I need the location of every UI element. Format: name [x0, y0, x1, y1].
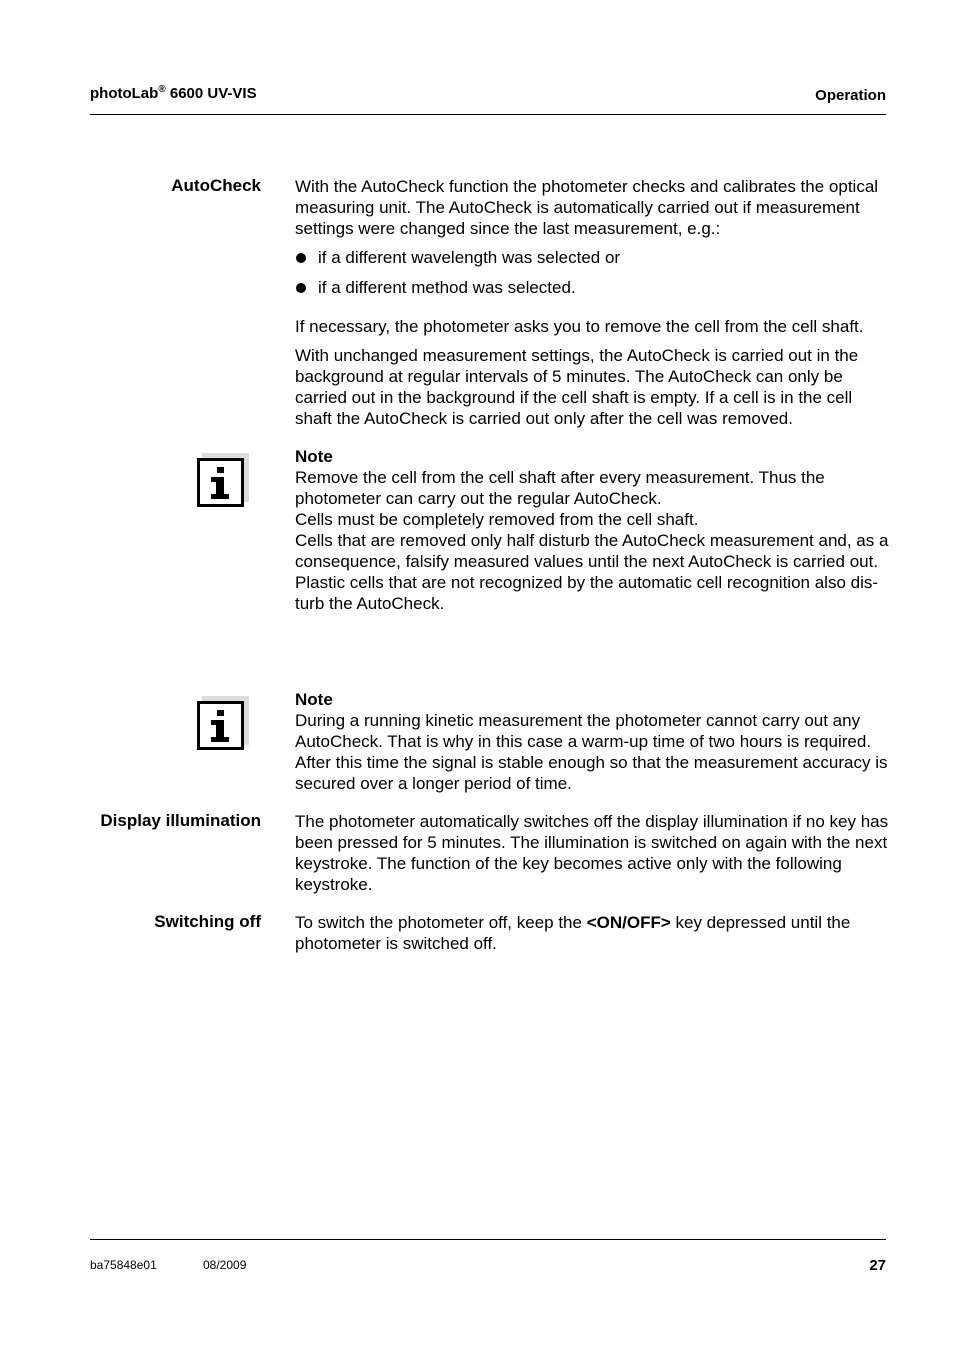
autocheck-section	[295, 176, 890, 307]
note-autocheck	[295, 446, 890, 614]
page-footer	[90, 1239, 886, 1279]
info-icon	[197, 696, 249, 750]
bullet-icon	[296, 283, 306, 293]
page-header	[90, 84, 886, 115]
display-illumination-label: Display illumination	[100, 811, 261, 830]
list-item-text: if a different method was selected.	[318, 278, 576, 297]
header-model: 6600 UV-VIS	[165, 85, 257, 102]
bullet-icon	[296, 253, 306, 263]
footer-date: 08/2009	[203, 1258, 247, 1272]
autocheck-intro: With the AutoCheck function the photometer checks and calibrates the optical measuring unit. The AutoCheck is automatically carried out if measurement settings were changed since the last measurement, e.g.:	[295, 177, 879, 238]
footer-doc-number: ba75848e01	[90, 1258, 157, 1272]
note-text: During a running kinetic measurement the photometer cannot carry out any AutoCheck. That is why in this case a warm-up time of two hours is required. After this time the signal is stable enough so that the measurement accuracy is secured over a longer period of time.	[295, 711, 888, 793]
note-title: Note	[295, 447, 333, 466]
switching-off-text	[295, 912, 890, 954]
note-line: Plastic cells that are not recognized by the automatic cell recognition also dis-turb the AutoCheck.	[295, 573, 879, 613]
header-section: Operation	[815, 87, 886, 104]
list-item	[295, 247, 890, 277]
note-title: Note	[295, 690, 333, 709]
list-item	[295, 277, 890, 307]
info-icon	[197, 453, 249, 507]
autocheck-bullet-list	[295, 247, 890, 307]
header-product-name: photoLab	[90, 85, 159, 102]
switching-off-text-before: To switch the photometer off, keep the	[295, 913, 587, 932]
autocheck-label: AutoCheck	[171, 176, 261, 195]
autocheck-para-remove-cell: If necessary, the photometer asks you to remove the cell from the cell shaft.	[295, 317, 864, 336]
switching-off-text-after: key depressed until the photometer is switched off.	[295, 913, 851, 953]
display-illumination-text: The photometer automatically switches off the display illumination if no key has been pressed for 5 minutes. The illumination is switched on again with the next keystroke. The function of the key becomes active only with the following keystroke.	[295, 812, 889, 894]
header-product	[90, 85, 257, 102]
note-line: Remove the cell from the cell shaft after every measurement. Thus the photometer can carry out the regular AutoCheck.	[295, 468, 825, 508]
page-number: 27	[869, 1257, 886, 1274]
note-line: Cells must be completely removed from the cell shaft.	[295, 510, 699, 529]
switching-off-label: Switching off	[154, 912, 261, 931]
autocheck-para-background: With unchanged measurement settings, the AutoCheck is carried out in the background at regular intervals of 5 minutes. The AutoCheck can only be carried out in the background if the cell shaft is empty. If a cell is in the cell shaft the AutoCheck is carried out only after the cell was removed.	[295, 346, 859, 428]
registered-mark: ®	[158, 84, 166, 95]
list-item-text: if a different wavelength was selected or	[318, 248, 621, 267]
note-line: Cells that are removed only half disturb the AutoCheck measurement and, as a consequence, falsify measured values until the next AutoCheck is carried out.	[295, 531, 889, 571]
note-kinetic	[295, 689, 890, 794]
on-off-key-label: <ON/OFF>	[586, 913, 671, 932]
